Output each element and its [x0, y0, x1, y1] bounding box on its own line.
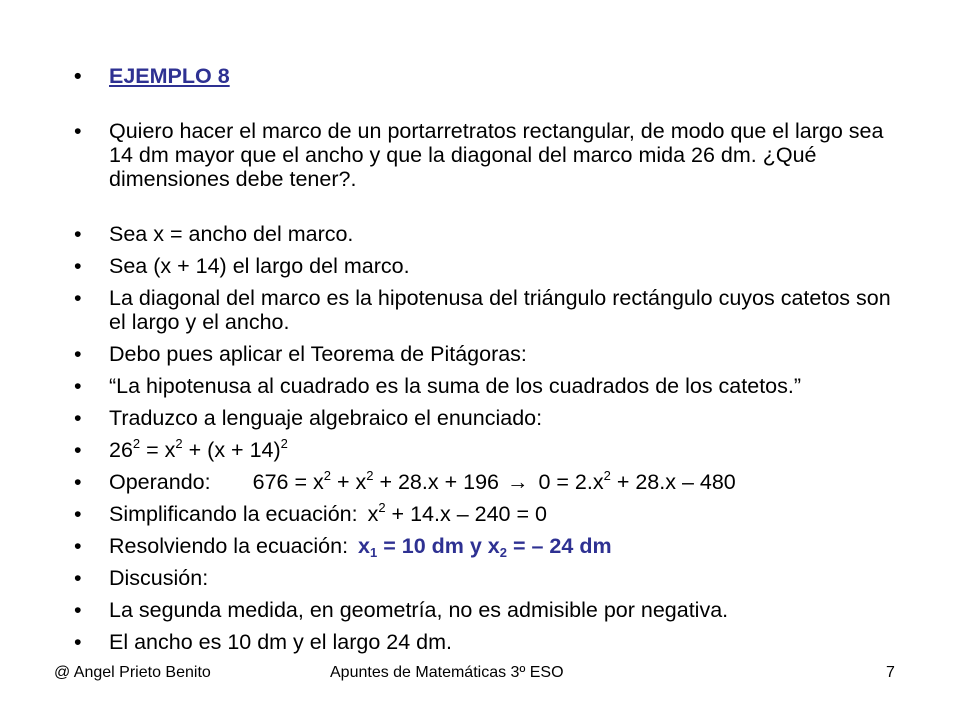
eq-term: 676 = x — [252, 470, 324, 494]
eq-term: + 28.x – 480 — [610, 470, 736, 494]
solution — [358, 534, 612, 558]
eq-exponent: 2 — [280, 436, 288, 451]
bullet-let-length: • Sea (x + 14) el largo del marco. — [74, 254, 894, 278]
footer-page-number: 7 — [886, 664, 895, 681]
bullet-let-x: • Sea x = ancho del marco. — [74, 222, 894, 246]
eq-term: + 28.x + 196 — [373, 470, 499, 494]
solution-value: = – 24 dm — [507, 534, 612, 558]
eq-exponent: 2 — [323, 468, 331, 483]
bullet-equation — [74, 438, 894, 462]
bullet-translate: • Traduzco a lenguaje algebraico el enunciado: — [74, 406, 894, 430]
bullet-simplify — [74, 502, 894, 526]
solution-var: x — [487, 534, 500, 558]
operating-label: Operando: — [109, 470, 211, 494]
bullet-conclusion: • El ancho es 10 dm y el largo 24 dm. — [74, 630, 894, 654]
eq-exponent: 2 — [603, 468, 611, 483]
problem-statement: • Quiero hacer el marco de un portarretratos rectangular, de modo que el largo sea 14 dm mayor que el ancho y que la diagonal del marco mida 26 dm. ¿Qué dimensiones debe tener?. — [74, 119, 894, 191]
eq-term: = x — [140, 438, 176, 462]
solution-subscript: 1 — [370, 545, 378, 560]
footer-course: Apuntes de Matemáticas 3º ESO — [330, 664, 564, 681]
bullet-discussion: • Discusión: — [74, 566, 894, 590]
bullet-second-measure: • La segunda medida, en geometría, no es admisible por negativa. — [74, 598, 894, 622]
solution-value: = 10 dm y — [377, 534, 488, 558]
eq-term: + x — [330, 470, 367, 494]
bullet-solve — [74, 534, 894, 558]
eq-exponent: 2 — [132, 436, 141, 451]
solve-label: Resolviendo la ecuación: — [109, 534, 349, 558]
eq-term: + (x + 14) — [182, 438, 281, 462]
eq-term: 0 = 2.x — [532, 470, 604, 494]
bullet-list — [74, 64, 894, 662]
eq-exponent: 2 — [378, 500, 386, 515]
bullet-diagonal: • La diagonal del marco es la hipotenusa del triángulo rectángulo cuyos catetos son el largo y el ancho. — [74, 286, 894, 334]
solution-var: x — [358, 534, 371, 558]
simplify-label: Simplificando la ecuación: — [109, 502, 358, 526]
eq-exponent: 2 — [175, 436, 183, 451]
solution-subscript: 2 — [499, 545, 507, 560]
slide-title: • EJEMPLO 8 — [74, 64, 894, 88]
arrow-right-icon: → — [506, 470, 529, 494]
eq-exponent: 2 — [366, 468, 374, 483]
bullet-pythagoras: • Debo pues aplicar el Teorema de Pitágoras: — [74, 342, 894, 366]
eq-term: 26 — [109, 438, 133, 462]
bullet-quote: • “La hipotenusa al cuadrado es la suma de los cuadrados de los catetos.” — [74, 374, 894, 398]
bullet-operating — [74, 470, 894, 494]
eq-term: + 14.x – 240 = 0 — [385, 502, 547, 526]
footer-author: @ Angel Prieto Benito — [54, 664, 211, 681]
eq-term: x — [367, 502, 379, 526]
